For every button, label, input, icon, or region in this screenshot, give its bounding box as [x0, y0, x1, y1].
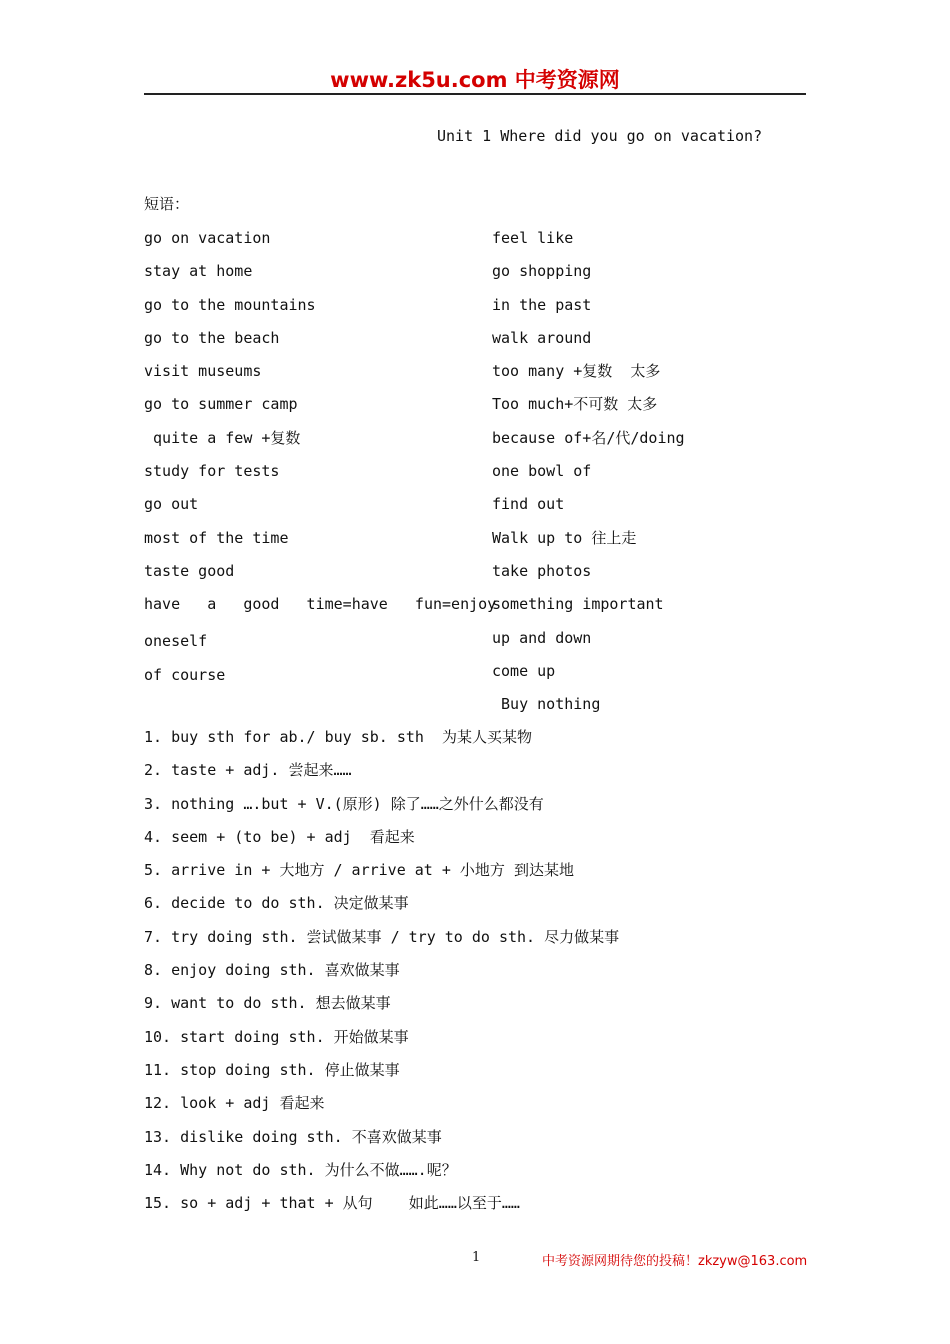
list-item: 2. taste + adj. 尝起来…… — [144, 761, 352, 780]
phrase-item: go out — [144, 495, 199, 514]
phrase-item: one bowl of — [492, 462, 592, 481]
list-item: 9. want to do sth. 想去做某事 — [144, 994, 391, 1013]
site-header: www.zk5u.com 中考资源网 — [330, 68, 620, 92]
phrase-item: taste good — [144, 561, 235, 580]
numbered-list — [144, 727, 619, 1226]
list-item: 3. nothing ….but + V.(原形) 除了……之外什么都没有 — [144, 794, 544, 813]
phrase-item: feel like — [492, 229, 574, 247]
phrase-item: something important — [492, 595, 664, 614]
phrase-item: Too much+不可数 太多 — [492, 395, 658, 414]
list-item: 15. so + adj + that + 从句 如此……以至于…… — [144, 1194, 520, 1213]
phrase-item: have a good time=have fun=enjoy — [144, 595, 497, 614]
phrase-item: go to the beach — [144, 328, 280, 347]
phrase-item: in the past — [492, 295, 592, 314]
list-item: 12. look + adj 看起来 — [144, 1094, 325, 1113]
list-item: 8. enjoy doing sth. 喜欢做某事 — [144, 961, 400, 980]
phrase-item: go to the mountains — [144, 295, 316, 314]
phrase-item: study for tests — [144, 462, 280, 481]
phrase-item: of course — [144, 665, 226, 684]
phrase-item: stay at home — [144, 262, 253, 281]
list-item: 14. Why not do sth. 为什么不做…….呢？ — [144, 1160, 457, 1179]
phrase-item: walk around — [492, 328, 592, 347]
phrase-item: go shopping — [492, 262, 592, 281]
phrase-item: go on vacation — [144, 229, 271, 247]
list-item: 13. dislike doing sth. 不喜欢做某事 — [144, 1127, 442, 1146]
list-item: 5. arrive in + 大地方 / arrive at + 小地方 到达某地 — [144, 861, 574, 880]
page-number: 1 — [472, 1250, 481, 1265]
phrase-item: visit museums — [144, 362, 262, 381]
phrase-item: take photos — [492, 561, 592, 580]
list-item: 4. seem + (to be) + adj 看起来 — [144, 827, 415, 846]
list-item: 7. try doing sth. 尝试做某事 / try to do sth. 尽力做某事 — [144, 927, 620, 946]
list-item: 10. start doing sth. 开始做某事 — [144, 1027, 409, 1046]
phrases-left-column — [144, 228, 496, 698]
phrase-item: because of+名/代/doing — [492, 428, 685, 447]
phrases-label: 短语： — [144, 195, 190, 213]
phrase-item: oneself — [144, 632, 208, 651]
phrase-item: most of the time — [144, 528, 289, 547]
footer-note: 中考资源网期待您的投稿！zkzyw@163.com — [542, 1254, 808, 1269]
list-item: 6. decide to do sth. 决定做某事 — [144, 894, 409, 913]
phrase-item: quite a few +复数 — [144, 428, 301, 447]
phrase-item: Walk up to 往上走 — [492, 528, 637, 547]
page-title: Unit 1 Where did you go on vacation? — [437, 127, 763, 145]
list-item: 1. buy sth for ab./ buy sb. sth 为某人买某物 — [144, 728, 533, 746]
phrase-item: Buy nothing — [492, 695, 601, 714]
phrase-item: up and down — [492, 628, 592, 647]
phrase-item: go to summer camp — [144, 395, 298, 414]
phrase-item: too many +复数 太多 — [492, 362, 661, 381]
phrase-item: find out — [492, 495, 565, 514]
phrase-item: come up — [492, 661, 556, 680]
list-item: 11. stop doing sth. 停止做某事 — [144, 1060, 400, 1079]
header-rule — [144, 93, 806, 95]
phrases-right-column — [492, 228, 685, 727]
